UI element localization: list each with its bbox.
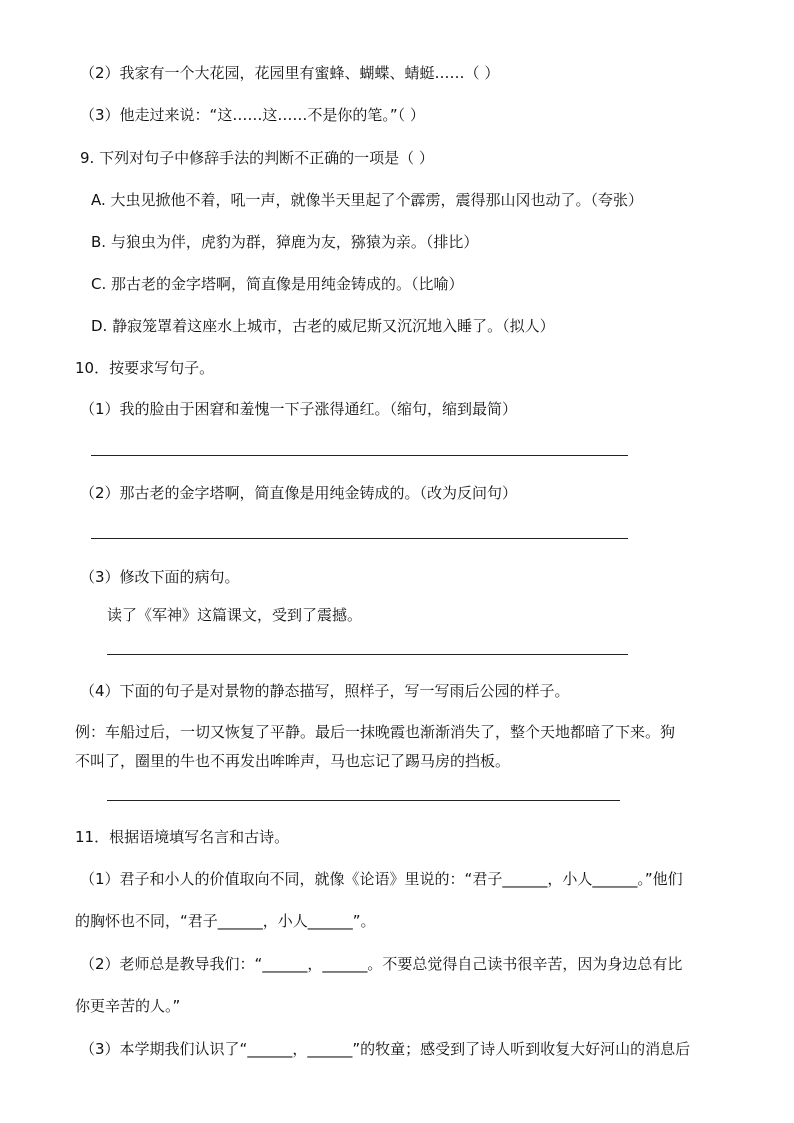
question-10: 10．按要求写句子。 (75, 359, 215, 377)
answer-line-10-4[interactable] (107, 800, 620, 801)
question-9-option-b: B. 与狼虫为伴，虎豹为群，獐鹿为友，猕猿为亲。（排比） (91, 233, 479, 251)
question-11: 11．根据语境填写名言和古诗。 (75, 828, 290, 846)
question-11-1-line-1: （1）君子和小人的价值取向不同，就像《论语》里说的：“君子______，小人______。”他们 (80, 870, 683, 888)
question-9-option-c: C. 那古老的金字塔啊，简直像是用纯金铸成的。（比喻） (91, 275, 464, 293)
question-8-3: （3）他走过来说：“这……这……不是你的笔。”（ ） (80, 106, 425, 124)
question-10-4-example-line-2: 不叫了，圈里的牛也不再发出哞哞声，马也忘记了踢马房的挡板。 (75, 752, 511, 770)
question-11-2-line-1: （2）老师总是教导我们：“______，______。不要总觉得自己读书很辛苦，因为身边总有比 (80, 955, 683, 973)
answer-line-10-2[interactable] (91, 538, 628, 539)
question-10-3: （3）修改下面的病句。 (80, 568, 240, 586)
question-9-option-d: D. 静寂笼罩着这座水上城市，古老的威尼斯又沉沉地入睡了。（拟人） (91, 317, 555, 335)
question-10-3-sentence: 读了《军神》这篇课文，受到了震撼。 (107, 606, 363, 624)
question-9: 9. 下列对句子中修辞手法的判断不正确的一项是（ ） (80, 149, 434, 167)
question-10-2: （2）那古老的金字塔啊，简直像是用纯金铸成的。（改为反问句） (80, 484, 518, 502)
question-10-4-example-line-1: 例：车船过后，一切又恢复了平静。最后一抹晚霞也渐渐消失了，整个天地都暗了下来。狗 (75, 723, 676, 741)
question-11-3-line-1: （3）本学期我们认识了“______，______”的牧童；感受到了诗人听到收复大好河山的消息后 (80, 1040, 691, 1058)
question-11-1-line-2: 的胸怀也不同，“君子______，小人______”。 (75, 912, 376, 930)
answer-line-10-1[interactable] (91, 455, 628, 456)
answer-line-10-3[interactable] (107, 654, 628, 655)
question-8-2: （2）我家有一个大花园，花园里有蜜蜂、蝴蝶、蜻蜓……（ ） (80, 64, 500, 82)
question-11-2-line-2: 你更辛苦的人。” (75, 997, 181, 1015)
question-10-1: （1）我的脸由于困窘和羞愧一下子涨得通红。（缩句，缩到最简） (80, 400, 518, 418)
question-9-option-a: A. 大虫见掀他不着，吼一声，就像半天里起了个霹雳，震得那山冈也动了。（夸张） (91, 191, 644, 209)
question-10-4: （4）下面的句子是对景物的静态描写，照样子，写一写雨后公园的样子。 (80, 682, 570, 700)
